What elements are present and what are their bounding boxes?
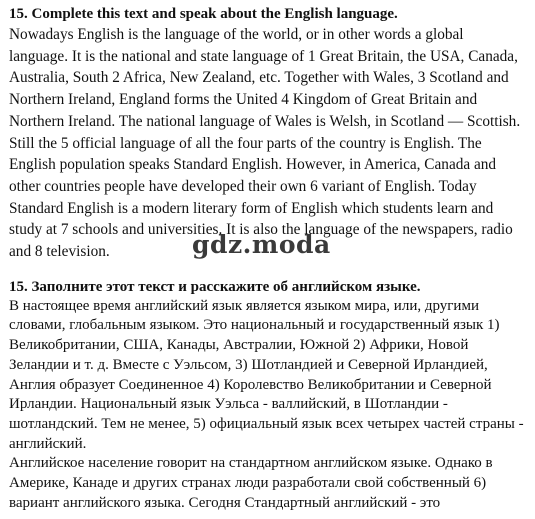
russian-exercise-title: 15. Заполните этот текст и расскажите об английском языке. [9,278,421,295]
russian-paragraph-1: В настоящее время английский язык является языком мира, или, другими словами, глобальным языком. Это национальный и государственный язык 1) Великобритании, США, Канады, Австралии, Южной 2) Африки, Новой Зеландии и т. д. Вместе с Уэльсом, 3) Шотландией и Северной Ирландией, Англия образует Соединенное 4) Королевство Великобритании и Северной Ирландии. Национальный язык Уэльса - валлийский, в Шотландии - шотландский. Тем не менее, 5) официальный язык всех четырех частей страны - английский. [9,297,524,452]
russian-paragraph-2: Английское население говорит на стандартном английском языке. Однако в Америке, Канаде и других странах люди разработали свой собственный 6) вариант английского языка. Сегодня Стандартный английский - это [9,455,493,511]
english-exercise-title: 15. Complete this text and speak about the English language. [9,6,398,22]
watermark-logo: gdz.moda [192,230,331,259]
english-exercise-text: Nowadays English is the language of the world, or in other words a global language. It is the national and state language of 1 Great Britain, the USA, Canada, Australia, South 2 Africa, New Zealand, etc. Together with Wales, 3 Scotland and Northern Ireland, England forms the United 4 Kingdom of Great Britain and Northern Ireland. The national language of Wales is Welsh, in Scotland — Scottish. Still the 5 official language of all the four parts of the country is English. The English population speaks Standard English. However, in America, Canada and other countries people have developed their own 6 variant of English. Today Standard English is a modern literary form of English which students learn and study at 7 schools and universities. It is also the language of the newspapers, radio and 8 television. [9,26,521,261]
